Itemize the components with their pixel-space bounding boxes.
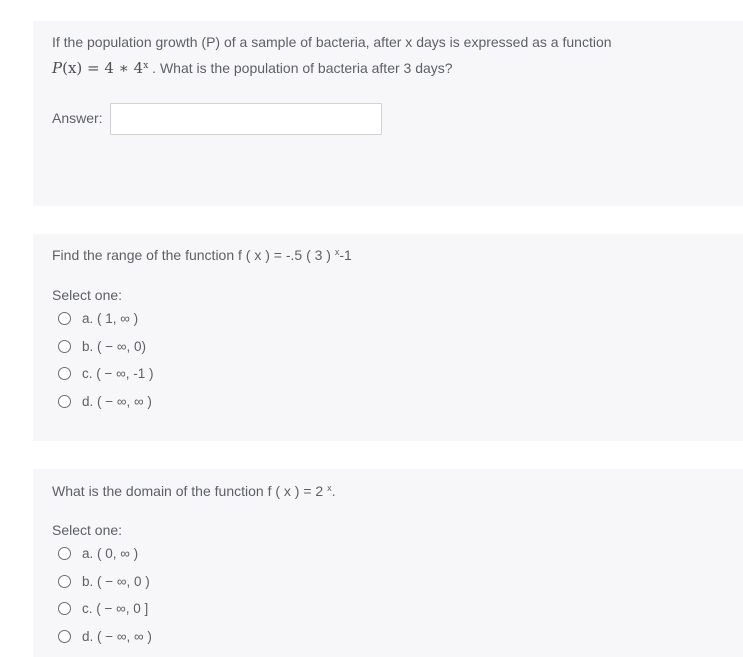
answer-input[interactable]: [110, 103, 382, 135]
question-1-formula: P(x) = 4 ∗ 4$^x$: [52, 59, 149, 77]
radio-icon[interactable]: [58, 340, 71, 353]
question-1-card: [33, 21, 743, 206]
question-3-option-b[interactable]: b. ( − ∞, 0 ): [58, 572, 150, 590]
answer-label: Answer:: [52, 110, 103, 126]
question-1-line1: If the population growth (P) of a sample of bacteria, after x days is expressed as a function: [52, 34, 612, 50]
question-2-option-b[interactable]: b. ( − ∞, 0): [58, 337, 146, 355]
radio-icon[interactable]: [58, 630, 71, 643]
question-3-select-one-label: Select one:: [52, 522, 123, 538]
question-1-line2: . What is the population of bacteria after 3 days?: [148, 60, 453, 76]
question-3-card: [33, 469, 743, 657]
question-3-option-d[interactable]: d. ( − ∞, ∞ ): [58, 627, 152, 645]
radio-icon[interactable]: [58, 547, 71, 560]
radio-icon[interactable]: [58, 602, 71, 615]
question-2-option-a[interactable]: a. ( 1, ∞ ): [58, 309, 138, 327]
question-3-text: What is the domain of the function f ( x ) = 2 $^x$.: [52, 483, 336, 499]
question-2-text: Find the range of the function f ( x ) = -.5 ( 3 ) $^x$-1: [52, 247, 352, 263]
radio-icon[interactable]: [58, 395, 71, 408]
question-2-option-d[interactable]: d. ( − ∞, ∞ ): [58, 392, 152, 410]
question-3-option-a[interactable]: a. ( 0, ∞ ): [58, 544, 138, 562]
radio-icon[interactable]: [58, 367, 71, 380]
question-2-option-c[interactable]: c. ( − ∞, -1 ): [58, 364, 154, 382]
question-2-card: [33, 234, 743, 441]
radio-icon[interactable]: [58, 312, 71, 325]
question-1-text: [52, 29, 612, 81]
question-2-select-one-label: Select one:: [52, 287, 123, 303]
radio-icon[interactable]: [58, 575, 71, 588]
question-3-option-c[interactable]: c. ( − ∞, 0 ]: [58, 599, 148, 617]
